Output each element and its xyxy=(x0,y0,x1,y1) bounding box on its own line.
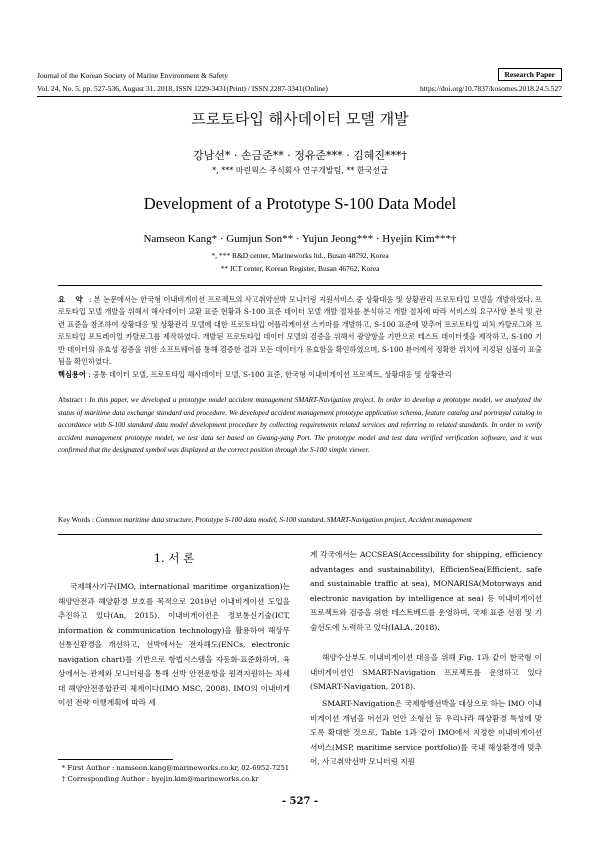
abstract-english-label: Abstract : xyxy=(58,396,87,404)
keywords-english-text: Common maritime data structure, Prototype S-100 data model, S-100 standard, SMART-Navigation project, Accident management xyxy=(95,516,472,524)
affiliation-english-2: ** ICT center, Korean Register, Busan 46762, Korea xyxy=(220,264,380,273)
abstract-korean-label: 요 약 xyxy=(58,295,87,304)
abstract-korean xyxy=(58,294,542,368)
right-column-paragraph-1: 계 각국에서는 ACCSEAS(Accessibility for shipping, efficiency advantages and sustainability), EfficienSea(Efficient, safe and sustainable traffic at sea), MONARISA(Motorways and electronic navigation by intelligence at sea) 등 이내비게이션 프로젝트와 검증을 위한 테스트베드를 운영하며, 국제 표준 선점 및 기술선도에 노력하고 있다(IALA, 2018). xyxy=(310,550,542,632)
volume-line: Vol. 24, No. 5, pp. 527-536, August 31, 2018, ISSN 1229-3431(Print) / ISSN 2287-3341(Online) xyxy=(37,84,328,93)
authors-korean: 강남선* · 손금준** · 정유준*** · 김혜진***† xyxy=(193,149,407,162)
footnote-divider xyxy=(58,759,173,760)
doi-link[interactable]: https://doi.org/10.7837/kosomes.2018.24.5.527 xyxy=(420,84,562,93)
abstract-bottom-divider xyxy=(58,534,542,535)
keywords-korean-label: 핵심용어 xyxy=(58,370,86,379)
right-column-paragraph-3: SMART-Navigation은 국제항행선박을 대상으로 하는 IMO 이내비게이션 개념을 어선과 연안 소형선 등 우리나라 해상환경 특성에 맞도록 확대한 것으로, Table 1과 같이 IMO에서 지정한 이내비게이션 서비스(MSP, maritime service portfolio)를 국내 해상환경에 맞추어, 사고취약선박 모니터링 지원 xyxy=(310,699,542,766)
affiliation-english-1: *, *** R&D center, Marineworks ltd., Busan 48792, Korea xyxy=(211,251,389,260)
authors-english: Namseon Kang* · Gumjun Son** · Yujun Jeong*** · Hyejin Kim***† xyxy=(143,233,457,245)
section-1-heading: 1. 서 론 xyxy=(153,551,195,565)
header-divider xyxy=(37,96,562,97)
title-english: Development of a Prototype S-100 Data Model xyxy=(143,194,457,213)
research-paper-badge: Research Paper xyxy=(498,68,562,81)
journal-name: Journal of the Korean Society of Marine Environment & Safety xyxy=(37,71,228,80)
footnote-first-author: * First Author : namseon.kang@marineworks.co.kr, 02-6952-7251 xyxy=(62,764,290,772)
abstract-english xyxy=(58,394,542,457)
keywords-english-label: Key Words : xyxy=(58,516,95,524)
page-number: - 527 - xyxy=(281,796,319,807)
keywords-korean-text: : 공통 데이터 모델, 프로토타입 해사데이터 모델, S-100 표준, 한국형 이내비게이션 프로젝트, 상황대응 및 상황관리 xyxy=(88,370,452,379)
keywords-korean xyxy=(58,370,452,380)
abstract-top-divider xyxy=(58,285,542,286)
abstract-korean-text: : 본 논문에서는 한국형 이내비게이션 프로젝트의 사고취약선박 모니터링 지원서비스 중 상황대응 및 상황관리 프로토타입 모델을 개발하였다. 프로토타입 모델 개발을 위해서 해사데이터 교환 표준 현황과 S-100 표준 데이터 모델 개발 절차를 분석하고 개발 절차에 따라 서비스의 요구사항 분석 및 관련 표준을 참조하여 상황대응 및 상황관리 모델에 대한 프로토타입 어플리케이션 스키마를 개발하고, S-100 표준에 맞추어 프로토타입 피처 카탈로그와 프로토타입 포트레이얼 카탈로그를 제작하였다. 개발된 프로토타입 데이터 모델의 검증을 위해서 광양항을 기반으로 테스트 데이터셋을 제작하고, S-100 기반 데이터의 유효성 검증을 위한 소프트웨어를 통해 검증한 결과 모든 데이터가 유효함을 확인하였으며, S-100 뷰어에서 정확한 위치에 지정된 심볼이 표출됨을 확인하였다. xyxy=(58,295,542,367)
footnote-corresponding-author: † Corresponding Author : hyejin.kim@marineworks.co.kr xyxy=(62,775,259,783)
right-column-paragraph-2: 해양수산부도 이내비게이션 대응을 위해 Fig. 1과 같이 한국형 이내비게이션인 SMART-Navigation 프로젝트를 운영하고 있다(SMART-Navigation, 2018). xyxy=(310,653,542,691)
affiliation-korean: *, *** 마린웍스 주식회사 연구개발팀, ** 한국선급 xyxy=(212,166,388,175)
title-korean: 프로토타입 해사데이터 모델 개발 xyxy=(191,110,409,128)
left-column-paragraph-1: 국제해사기구(IMO, international maritime organization)는 해양안전과 해양환경 보호를 목적으로 2019년 이내비게이션 도입을 추진하고 있다(An, 2015). 이내비게이션은 정보통신기술(ICT, information & communication technology)을 활용하여 해상무선통신환경을 개선하고, 선박에서는 전자해도(ENCs, electronic navigation chart)를 기반으로 항법시스템을 자동화·표준화하며, 육상에서는 관제와 모니터링을 통해 선박 안전운항을 원격지원하는 차세대 해양안전종합관리 체계이다(IMO MSC, 2008). IMO의 이내비게이션 전략 이행계획에 따라 세 xyxy=(58,582,290,707)
keywords-english xyxy=(58,516,472,524)
abstract-english-text: In this paper, we developed a prototype model accident management SMART-Navigation project. In order to develop a prototype model, we analyzed the status of maritime data exchange standard and procedure. We developed accident management prototype application schema, feature catalog and portrayal catalog in accordance with S-100 standard data model development procedure by collecting requirements related services and referring to related standards. In order to verify accident management prototype model, we test data set based on Gwang-yang Port. The prototype model and test data verified verification software, and it was confirmed that the designated symbol was displayed at the correct position through the S-100 simple viewer. xyxy=(58,396,542,455)
